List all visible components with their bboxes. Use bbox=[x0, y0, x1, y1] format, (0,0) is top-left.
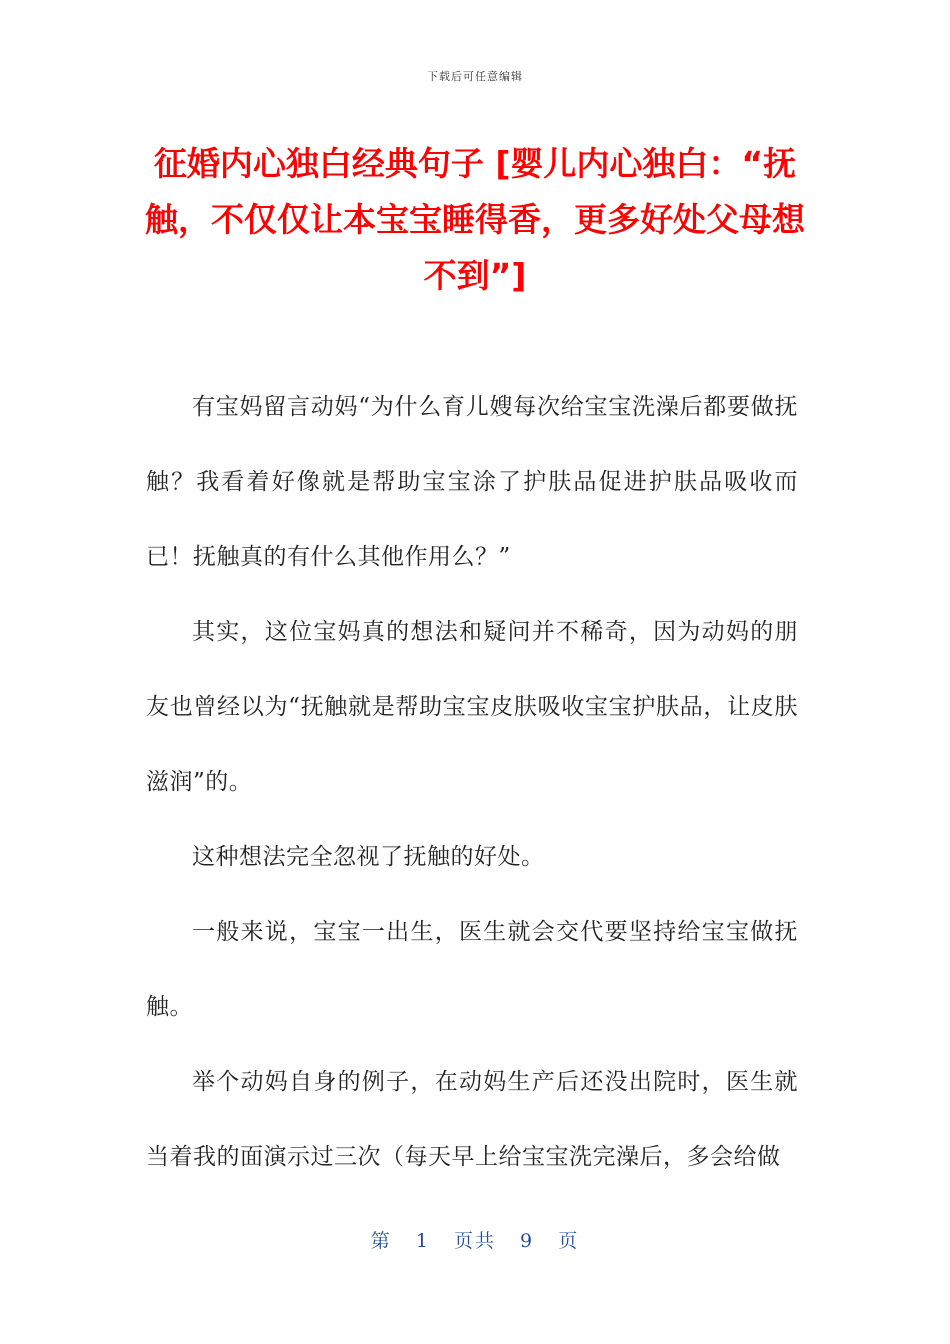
paragraph: 这种想法完全忽视了抚触的好处。 bbox=[192, 844, 545, 870]
document-body bbox=[146, 370, 798, 1195]
page-middle: 页共 bbox=[453, 1230, 496, 1252]
page-footer bbox=[0, 1226, 950, 1253]
document-title: 征婚内心独白经典句子 [婴儿内心独白：“抚触，不仅仅让本宝宝睡得香，更多好处父母想不到”] bbox=[145, 144, 805, 295]
page-suffix: 页 bbox=[558, 1230, 580, 1252]
paragraph: 其实，这位宝妈真的想法和疑问并不稀奇，因为动妈的朋友也曾经以为“抚触就是帮助宝宝皮肤吸收宝宝护肤品，让皮肤滋润”的。 bbox=[146, 619, 798, 795]
page-prefix: 第 bbox=[370, 1230, 392, 1252]
total-pages: 9 bbox=[520, 1230, 535, 1252]
paragraph: 有宝妈留言动妈“为什么育儿嫂每次给宝宝洗澡后都要做抚触？我看着好像就是帮助宝宝涂了护肤品促进护肤品吸收而已！抚触真的有什么其他作用么？” bbox=[146, 394, 798, 570]
page-number: 1 bbox=[415, 1230, 430, 1252]
header-note: 下载后可任意编辑 bbox=[427, 70, 523, 83]
paragraph: 一般来说，宝宝一出生，医生就会交代要坚持给宝宝做抚触。 bbox=[146, 919, 798, 1020]
paragraph: 举个动妈自身的例子，在动妈生产后还没出院时，医生就当着我的面演示过三次（每天早上给宝宝洗完澡后，多会给做 bbox=[146, 1069, 798, 1170]
